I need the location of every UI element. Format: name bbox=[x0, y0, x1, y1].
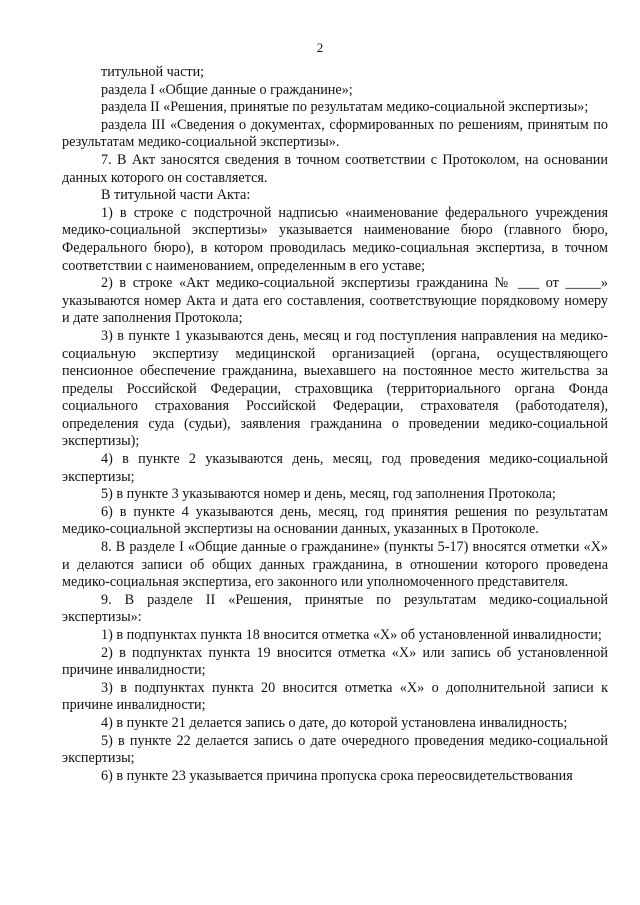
paragraph: 3) в подпунктах пункта 20 вносится отметка «Х» о дополнительной записи к причине инвалидности; bbox=[62, 679, 608, 714]
paragraph: 2) в строке «Акт медико-социальной экспертизы гражданина № ___ от _____» указываются номер Акта и дата его составления, соответствующие порядковому номеру и дате заполнения Протокола; bbox=[62, 275, 608, 327]
paragraph: титульной части; bbox=[101, 64, 205, 80]
paragraph: 6) в пункте 4 указываются день, месяц, год принятия решения по результатам медико-социальной экспертизы на основании данных, указанных в Протоколе. bbox=[62, 503, 608, 538]
paragraph: раздела III «Сведения о документах, сформированных по решениям, принятым по результатам медико-социальной экспертизы». bbox=[62, 116, 608, 151]
paragraph: 6) в пункте 23 указывается причина пропуска срока переосвидетельствования bbox=[101, 767, 573, 784]
paragraph: 1) в подпунктах пункта 18 вносится отметка «Х» об установленной инвалидности; bbox=[101, 627, 602, 643]
paragraph: 1) в строке с подстрочной надписью «наименование федерального учреждения медико-социальной экспертизы» указывается наименование бюро (главного бюро, Федерального бюро), в котором проводилась медико-социальная экспертиза, в точном соответствии с наименованием, определенным в его уставе; bbox=[62, 204, 608, 274]
paragraph: 5) в пункте 3 указываются номер и день, месяц, год заполнения Протокола; bbox=[101, 486, 556, 503]
page-number: 2 bbox=[316, 40, 324, 55]
document-body bbox=[62, 64, 608, 785]
paragraph: 5) в пункте 22 делается запись о дате очередного проведения медико-социальной экспертизы; bbox=[62, 732, 608, 767]
paragraph: 7. В Акт заносятся сведения в точном соответствии с Протоколом, на основании данных которого он составляется. bbox=[62, 151, 608, 186]
paragraph: 3) в пункте 1 указываются день, месяц и год поступления направления на медико-социальную экспертизу медицинской организацией (органа, осуществляющего пенсионное обеспечение гражданина, выехавшего на постоянное место жительства за пределы Российской Федерации, страховщика (территориального органа Фонда социального страхования Российской Федерации, страхователя (работодателя), определения суда (судьи), заявления гражданина о проведении медико-социальной экспертизы); bbox=[62, 327, 608, 450]
paragraph: 9. В разделе II «Решения, принятые по результатам медико-социальной экспертизы»: bbox=[62, 591, 608, 626]
paragraph: раздела I «Общие данные о гражданине»; bbox=[101, 81, 353, 98]
paragraph: раздела II «Решения, принятые по результатам медико-социальной экспертизы»; bbox=[101, 99, 589, 116]
paragraph: 4) в пункте 2 указываются день, месяц, год проведения медико-социальной экспертизы; bbox=[62, 451, 608, 485]
paragraph: 8. В разделе I «Общие данные о гражданине» (пункты 5-17) вносятся отметки «Х» и делаются записи об общих данных гражданина, в отношении которого проведена медико-социальная экспертиза, его законного или уполномоченного представителя. bbox=[62, 539, 608, 591]
paragraph: 2) в подпунктах пункта 19 вносится отметка «Х» или запись об установленной причине инвалидности; bbox=[62, 644, 608, 679]
paragraph: 4) в пункте 21 делается запись о дате, до которой установлена инвалидность; bbox=[101, 714, 568, 731]
paragraph: В титульной части Акта: bbox=[101, 187, 251, 204]
